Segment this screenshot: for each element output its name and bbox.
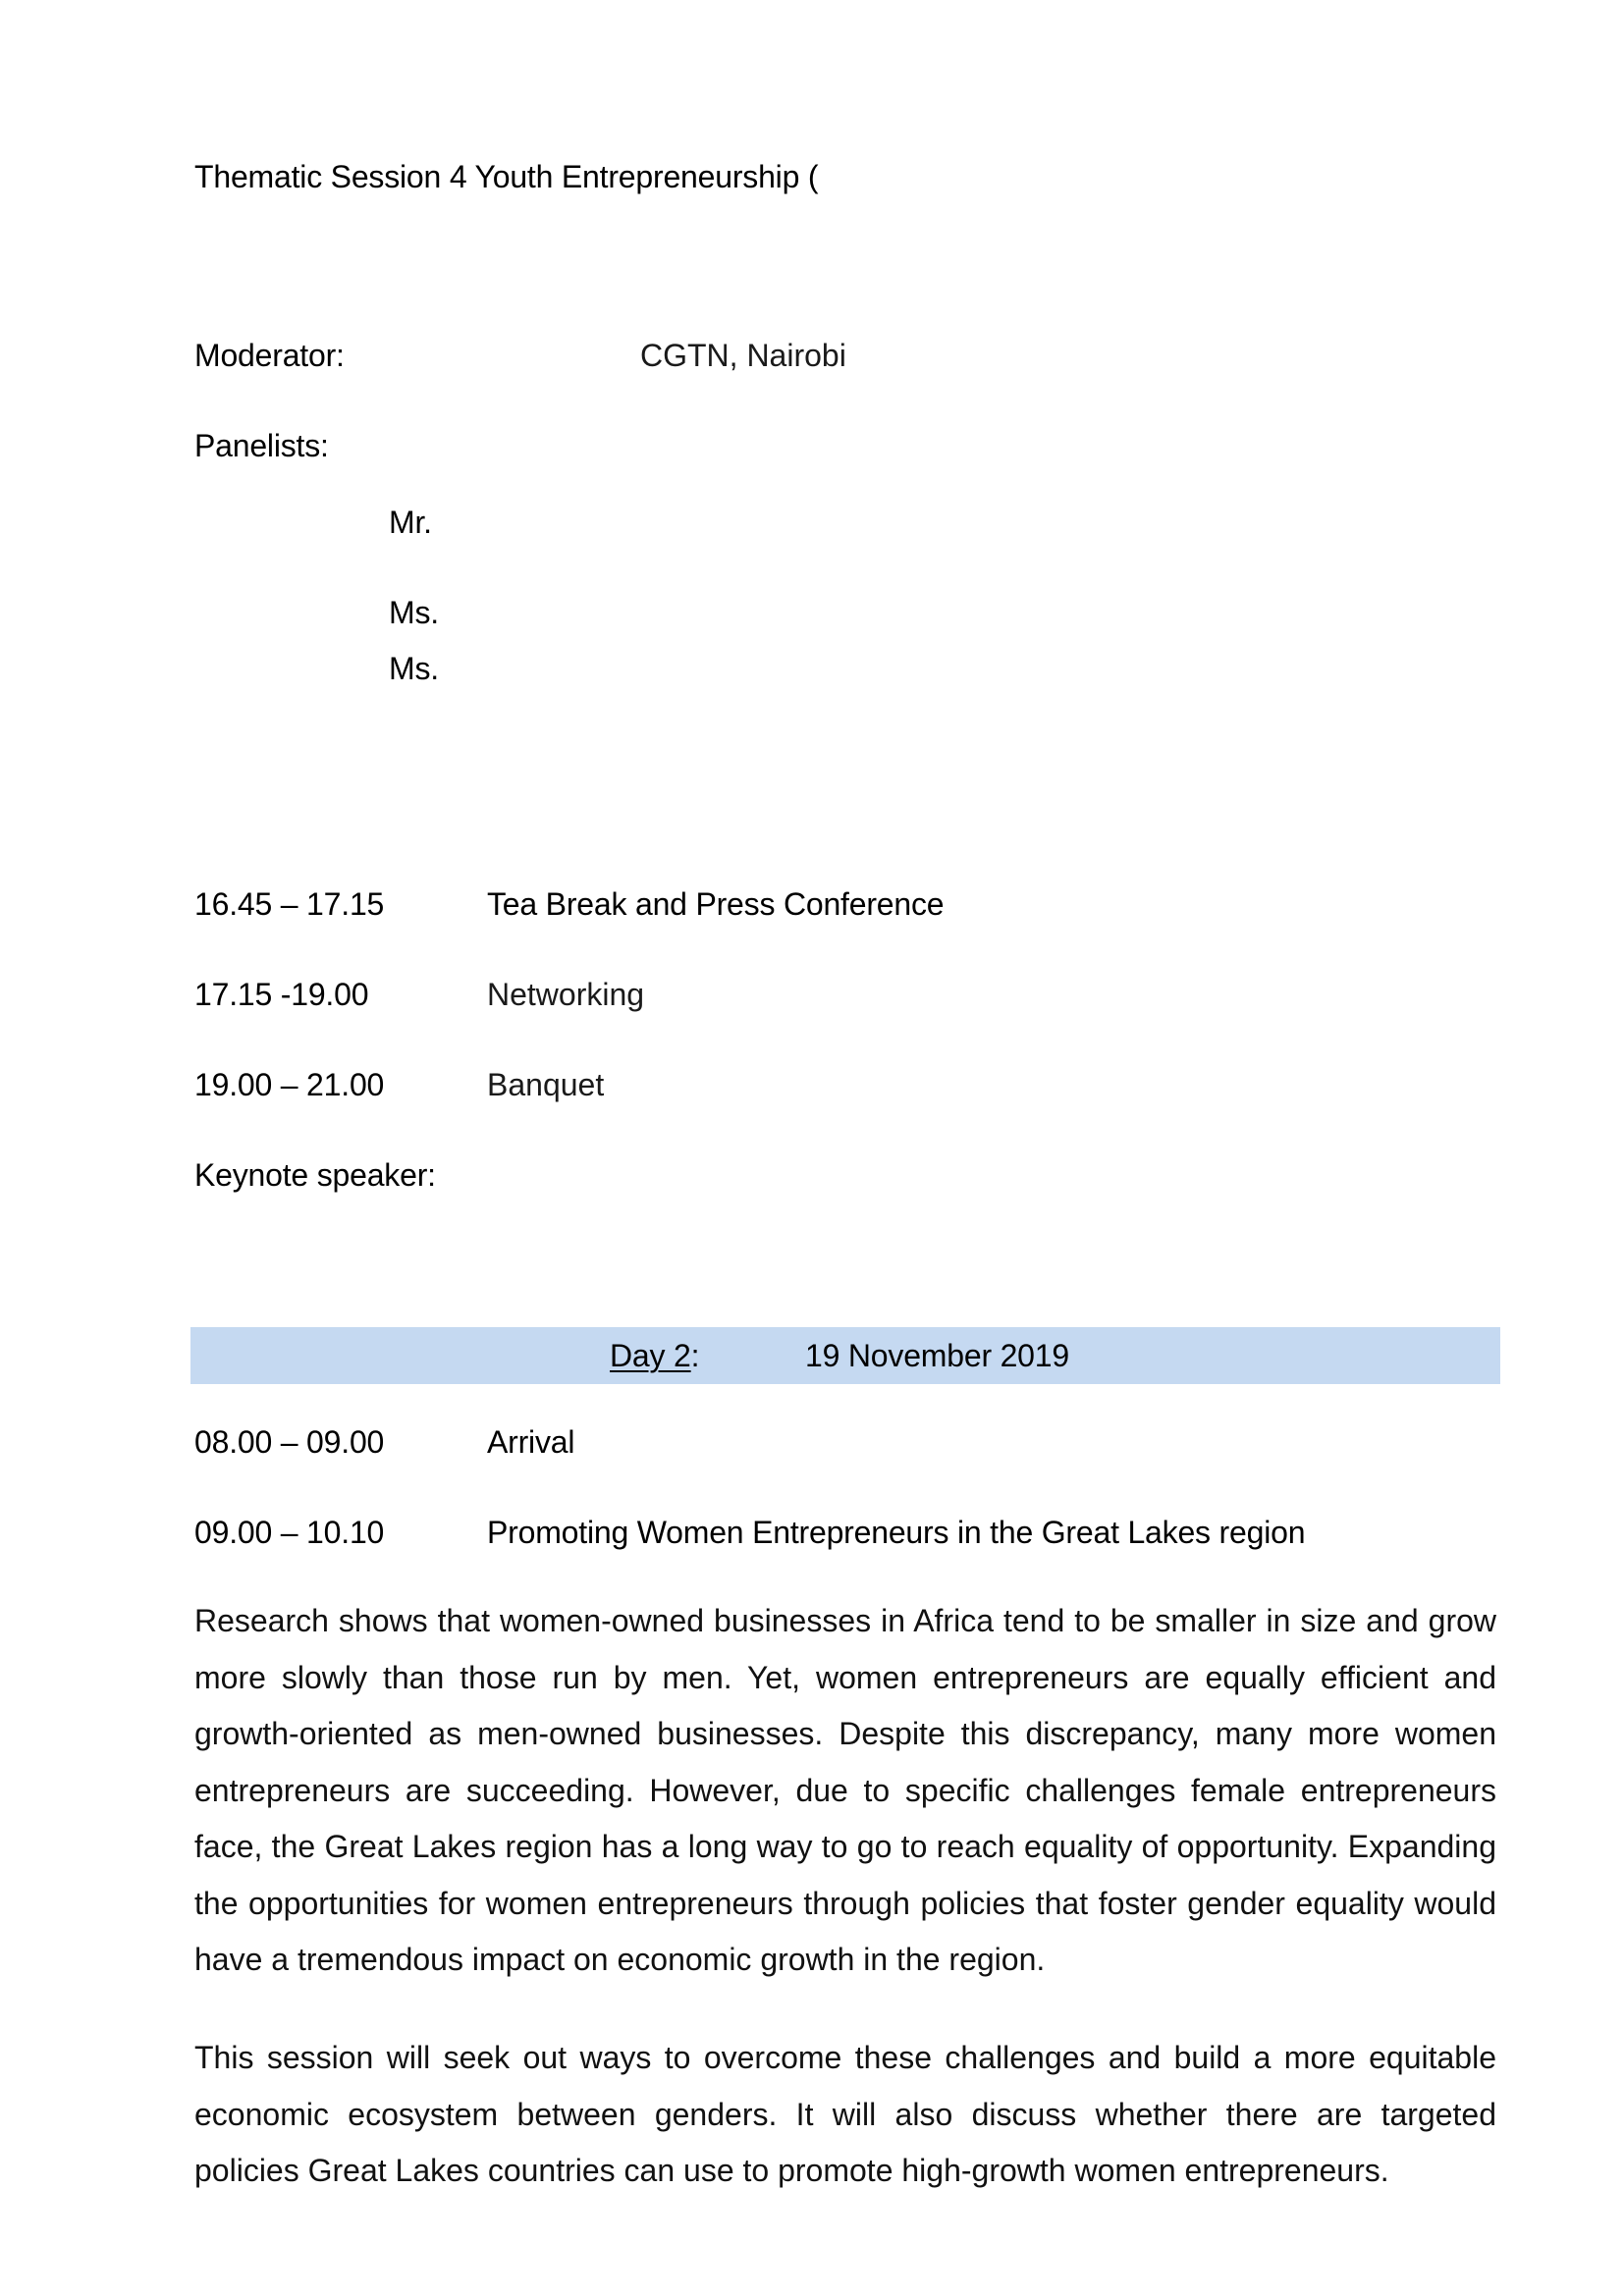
schedule-event: Arrival <box>487 1424 575 1460</box>
day2-colon: : <box>690 1338 700 1373</box>
panelist-item: Mr. <box>389 505 432 540</box>
schedule-event: Tea Break and Press Conference <box>487 886 945 922</box>
keynote-label-text: Keynote speaker <box>194 1157 428 1193</box>
day2-header-band <box>190 1327 1500 1384</box>
schedule-time: 08.00 – 09.00 <box>194 1424 385 1460</box>
schedule-event: Networking <box>487 977 645 1012</box>
panelists-label: Panelists: <box>194 428 329 463</box>
panelist-item: Ms. <box>389 651 439 686</box>
body-paragraph: This session will seek out ways to overcome these challenges and build a more equitable economic ecosystem between genders. It will also discuss whether there are targeted policies Great Lakes countries can use to promote high-growth women entrepreneurs. <box>194 2040 1496 2188</box>
schedule-time: 19.00 – 21.00 <box>194 1067 385 1102</box>
keynote-colon: : <box>427 1157 436 1193</box>
panelist-item: Ms. <box>389 595 439 630</box>
moderator-label: Moderator: <box>194 338 345 373</box>
day2-label <box>610 1327 699 1384</box>
session-title: Thematic Session 4 Youth Entrepreneurship ( <box>194 159 819 194</box>
keynote-label <box>194 1155 436 1195</box>
schedule-event: Banquet <box>487 1067 605 1102</box>
schedule-time: 09.00 – 10.10 <box>194 1515 385 1550</box>
schedule-time: 16.45 – 17.15 <box>194 886 385 922</box>
body-paragraph: Research shows that women-owned businesses in Africa tend to be smaller in size and grow more slowly than those run by men. Yet, women entrepreneurs are equally efficient and growth-oriented as men-owned businesses. Despite this discrepancy, many more women entrepreneurs are succeeding. However, due to specific challenges female entrepreneurs face, the Great Lakes region has a long way to go to reach equality of opportunity. Expanding the opportunities for women entrepreneurs through policies that foster gender equality would have a tremendous impact on economic growth in the region. <box>194 1603 1496 1977</box>
schedule-time: 17.15 -19.00 <box>194 977 369 1012</box>
day2-label-text: Day 2 <box>610 1338 691 1373</box>
moderator-value: CGTN, Nairobi <box>640 338 846 373</box>
day2-date: 19 November 2019 <box>805 1338 1069 1373</box>
schedule-event: Promoting Women Entrepreneurs in the Great Lakes region <box>487 1515 1306 1550</box>
